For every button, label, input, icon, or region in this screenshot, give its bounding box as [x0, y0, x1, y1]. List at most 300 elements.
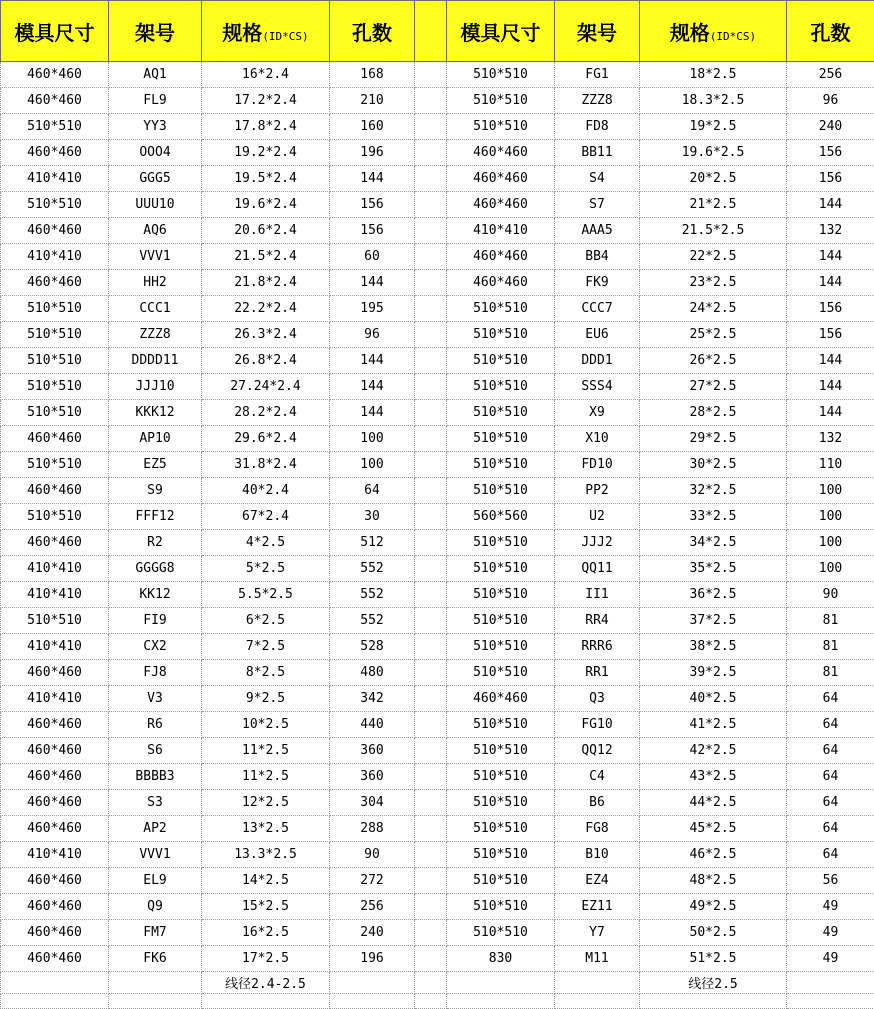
- cell-rack-no[interactable]: S4: [555, 166, 640, 192]
- cell-spec[interactable]: 6*2.5: [202, 608, 330, 634]
- cell-mold-size[interactable]: 410*410: [1, 634, 109, 660]
- cell-holes[interactable]: 90: [787, 582, 874, 608]
- cell-rack-no[interactable]: UUU10: [109, 192, 202, 218]
- cell-spec[interactable]: 31.8*2.4: [202, 452, 330, 478]
- cell-mold-size[interactable]: 460*460: [1, 660, 109, 686]
- cell-rack-no[interactable]: FG10: [555, 712, 640, 738]
- cell-holes[interactable]: 64: [787, 816, 874, 842]
- cell-mold-size[interactable]: 510*510: [1, 504, 109, 530]
- cell-gap[interactable]: [415, 816, 447, 842]
- cell-holes[interactable]: 156: [330, 192, 415, 218]
- cell-gap[interactable]: [415, 868, 447, 894]
- cell-rack-no[interactable]: RRR6: [555, 634, 640, 660]
- cell-holes[interactable]: 196: [330, 140, 415, 166]
- cell-mold-size[interactable]: 460*460: [1, 816, 109, 842]
- cell-mold-size[interactable]: 510*510: [447, 348, 555, 374]
- cell-mold-size[interactable]: 510*510: [447, 582, 555, 608]
- cell-rack-no[interactable]: VVV1: [109, 244, 202, 270]
- cell-mold-size[interactable]: 510*510: [447, 842, 555, 868]
- cell-spec[interactable]: 41*2.5: [640, 712, 787, 738]
- cell-rack-no[interactable]: S6: [109, 738, 202, 764]
- cell-empty[interactable]: [330, 994, 415, 1009]
- cell-gap[interactable]: [415, 634, 447, 660]
- cell-spec[interactable]: 26.3*2.4: [202, 322, 330, 348]
- cell-holes[interactable]: 100: [787, 478, 874, 504]
- cell-mold-size[interactable]: 410*410: [1, 842, 109, 868]
- cell-empty[interactable]: [202, 994, 330, 1009]
- cell-rack-no[interactable]: KKK12: [109, 400, 202, 426]
- cell-rack-no[interactable]: FD8: [555, 114, 640, 140]
- cell-holes[interactable]: 64: [787, 790, 874, 816]
- cell-rack-no[interactable]: AP2: [109, 816, 202, 842]
- cell-holes[interactable]: 144: [330, 374, 415, 400]
- cell-mold-size[interactable]: 460*460: [447, 166, 555, 192]
- cell-mold-size[interactable]: 510*510: [447, 114, 555, 140]
- cell-holes[interactable]: 552: [330, 582, 415, 608]
- cell-spec[interactable]: 26*2.5: [640, 348, 787, 374]
- cell-holes[interactable]: 156: [787, 166, 874, 192]
- cell-spec[interactable]: 33*2.5: [640, 504, 787, 530]
- cell-rack-no[interactable]: AQ6: [109, 218, 202, 244]
- cell-rack-no[interactable]: M11: [555, 946, 640, 972]
- cell-spec[interactable]: 11*2.5: [202, 764, 330, 790]
- header-mold-size-left[interactable]: 模具尺寸: [1, 1, 109, 62]
- cell-spec[interactable]: 8*2.5: [202, 660, 330, 686]
- cell-rack-no[interactable]: II1: [555, 582, 640, 608]
- cell-rack-no[interactable]: FM7: [109, 920, 202, 946]
- cell-holes[interactable]: 304: [330, 790, 415, 816]
- cell-holes[interactable]: 100: [787, 530, 874, 556]
- cell-mold-size[interactable]: 410*410: [1, 582, 109, 608]
- cell-spec[interactable]: 67*2.4: [202, 504, 330, 530]
- cell-rack-no[interactable]: YY3: [109, 114, 202, 140]
- cell-gap[interactable]: [415, 114, 447, 140]
- cell-spec[interactable]: 21*2.5: [640, 192, 787, 218]
- cell-rack-no[interactable]: JJJ2: [555, 530, 640, 556]
- cell-rack-no[interactable]: OOO4: [109, 140, 202, 166]
- cell-rack-no[interactable]: B6: [555, 790, 640, 816]
- cell-mold-size[interactable]: 510*510: [447, 374, 555, 400]
- cell-rack-no[interactable]: DDDD11: [109, 348, 202, 374]
- cell-mold-size[interactable]: 830: [447, 946, 555, 972]
- cell-rack-no[interactable]: C4: [555, 764, 640, 790]
- cell-mold-size[interactable]: 560*560: [447, 504, 555, 530]
- cell-mold-size[interactable]: 460*460: [447, 686, 555, 712]
- cell-holes[interactable]: 49: [787, 894, 874, 920]
- cell-holes[interactable]: 144: [787, 192, 874, 218]
- cell-rack-no[interactable]: FJ8: [109, 660, 202, 686]
- cell-mold-size[interactable]: 510*510: [447, 556, 555, 582]
- cell-rack-no[interactable]: GGGG8: [109, 556, 202, 582]
- wire-diameter-note-left[interactable]: 线径2.4-2.5: [202, 972, 330, 994]
- cell-holes[interactable]: 168: [330, 62, 415, 88]
- cell-rack-no[interactable]: FI9: [109, 608, 202, 634]
- cell-spec[interactable]: 43*2.5: [640, 764, 787, 790]
- cell-holes[interactable]: 256: [330, 894, 415, 920]
- cell-gap[interactable]: [415, 504, 447, 530]
- cell-holes[interactable]: 90: [330, 842, 415, 868]
- cell-rack-no[interactable]: RR4: [555, 608, 640, 634]
- cell-mold-size[interactable]: 460*460: [1, 218, 109, 244]
- cell-rack-no[interactable]: BBBB3: [109, 764, 202, 790]
- cell-rack-no[interactable]: X10: [555, 426, 640, 452]
- cell-empty[interactable]: [555, 994, 640, 1009]
- cell-rack-no[interactable]: AAA5: [555, 218, 640, 244]
- cell-spec[interactable]: 20*2.5: [640, 166, 787, 192]
- cell-rack-no[interactable]: RR1: [555, 660, 640, 686]
- cell-rack-no[interactable]: HH2: [109, 270, 202, 296]
- cell-gap[interactable]: [415, 400, 447, 426]
- cell-rack-no[interactable]: B10: [555, 842, 640, 868]
- cell-mold-size[interactable]: 510*510: [447, 790, 555, 816]
- cell-spec[interactable]: 23*2.5: [640, 270, 787, 296]
- cell-spec[interactable]: 28.2*2.4: [202, 400, 330, 426]
- cell-mold-size[interactable]: 510*510: [447, 868, 555, 894]
- cell-spec[interactable]: 27.24*2.4: [202, 374, 330, 400]
- cell-holes[interactable]: 156: [787, 322, 874, 348]
- header-holes-right[interactable]: 孔数: [787, 1, 874, 62]
- cell-rack-no[interactable]: ZZZ8: [555, 88, 640, 114]
- cell-holes[interactable]: 96: [787, 88, 874, 114]
- cell-spec[interactable]: 28*2.5: [640, 400, 787, 426]
- cell-rack-no[interactable]: V3: [109, 686, 202, 712]
- cell-spec[interactable]: 37*2.5: [640, 608, 787, 634]
- cell-gap[interactable]: [415, 738, 447, 764]
- cell-mold-size[interactable]: 510*510: [1, 114, 109, 140]
- cell-spec[interactable]: 19.6*2.4: [202, 192, 330, 218]
- cell-mold-size[interactable]: 510*510: [447, 738, 555, 764]
- cell-spec[interactable]: 40*2.5: [640, 686, 787, 712]
- cell-spec[interactable]: 25*2.5: [640, 322, 787, 348]
- cell-spec[interactable]: 29*2.5: [640, 426, 787, 452]
- cell-mold-size[interactable]: 510*510: [1, 322, 109, 348]
- cell-rack-no[interactable]: U2: [555, 504, 640, 530]
- cell-spec[interactable]: 29.6*2.4: [202, 426, 330, 452]
- cell-spec[interactable]: 42*2.5: [640, 738, 787, 764]
- cell-spec[interactable]: 17.2*2.4: [202, 88, 330, 114]
- cell-rack-no[interactable]: BB4: [555, 244, 640, 270]
- cell-spec[interactable]: 27*2.5: [640, 374, 787, 400]
- cell-holes[interactable]: 64: [787, 712, 874, 738]
- cell-rack-no[interactable]: VVV1: [109, 842, 202, 868]
- cell-spec[interactable]: 22.2*2.4: [202, 296, 330, 322]
- cell-spec[interactable]: 15*2.5: [202, 894, 330, 920]
- cell-spec[interactable]: 13.3*2.5: [202, 842, 330, 868]
- cell-mold-size[interactable]: 510*510: [447, 426, 555, 452]
- cell-rack-no[interactable]: JJJ10: [109, 374, 202, 400]
- cell-holes[interactable]: 144: [330, 270, 415, 296]
- cell-mold-size[interactable]: 460*460: [1, 738, 109, 764]
- cell-spec[interactable]: 44*2.5: [640, 790, 787, 816]
- cell-rack-no[interactable]: DDD1: [555, 348, 640, 374]
- cell-gap[interactable]: [415, 660, 447, 686]
- cell-holes[interactable]: 288: [330, 816, 415, 842]
- cell-mold-size[interactable]: 510*510: [1, 374, 109, 400]
- cell-rack-no[interactable]: FK9: [555, 270, 640, 296]
- cell-rack-no[interactable]: AP10: [109, 426, 202, 452]
- cell-rack-no[interactable]: FL9: [109, 88, 202, 114]
- cell-rack-no[interactable]: FK6: [109, 946, 202, 972]
- cell-spec[interactable]: 32*2.5: [640, 478, 787, 504]
- cell-empty[interactable]: [555, 972, 640, 994]
- cell-gap[interactable]: [415, 166, 447, 192]
- cell-spec[interactable]: 21.5*2.4: [202, 244, 330, 270]
- cell-spec[interactable]: 35*2.5: [640, 556, 787, 582]
- cell-mold-size[interactable]: 410*410: [1, 244, 109, 270]
- cell-gap[interactable]: [415, 608, 447, 634]
- cell-mold-size[interactable]: 510*510: [447, 322, 555, 348]
- cell-holes[interactable]: 360: [330, 764, 415, 790]
- cell-mold-size[interactable]: 510*510: [1, 296, 109, 322]
- cell-spec[interactable]: 40*2.4: [202, 478, 330, 504]
- cell-gap[interactable]: [415, 426, 447, 452]
- cell-spec[interactable]: 7*2.5: [202, 634, 330, 660]
- cell-rack-no[interactable]: AQ1: [109, 62, 202, 88]
- header-holes-left[interactable]: 孔数: [330, 1, 415, 62]
- cell-rack-no[interactable]: QQ11: [555, 556, 640, 582]
- cell-mold-size[interactable]: 460*460: [1, 712, 109, 738]
- cell-holes[interactable]: 256: [787, 62, 874, 88]
- cell-spec[interactable]: 46*2.5: [640, 842, 787, 868]
- cell-rack-no[interactable]: X9: [555, 400, 640, 426]
- cell-spec[interactable]: 51*2.5: [640, 946, 787, 972]
- cell-holes[interactable]: 144: [330, 348, 415, 374]
- cell-spec[interactable]: 45*2.5: [640, 816, 787, 842]
- cell-holes[interactable]: 96: [330, 322, 415, 348]
- cell-gap[interactable]: [415, 62, 447, 88]
- cell-spec[interactable]: 17*2.5: [202, 946, 330, 972]
- cell-holes[interactable]: 49: [787, 920, 874, 946]
- cell-mold-size[interactable]: 460*460: [1, 868, 109, 894]
- cell-mold-size[interactable]: 510*510: [447, 894, 555, 920]
- cell-rack-no[interactable]: BB11: [555, 140, 640, 166]
- cell-holes[interactable]: 552: [330, 608, 415, 634]
- cell-gap[interactable]: [415, 192, 447, 218]
- cell-mold-size[interactable]: 510*510: [1, 452, 109, 478]
- cell-rack-no[interactable]: Q9: [109, 894, 202, 920]
- cell-mold-size[interactable]: 460*460: [447, 270, 555, 296]
- cell-empty[interactable]: [1, 972, 109, 994]
- wire-diameter-note-right[interactable]: 线径2.5: [640, 972, 787, 994]
- cell-gap[interactable]: [415, 842, 447, 868]
- cell-rack-no[interactable]: CCC7: [555, 296, 640, 322]
- cell-empty[interactable]: [1, 994, 109, 1009]
- cell-gap[interactable]: [415, 790, 447, 816]
- cell-mold-size[interactable]: 460*460: [1, 894, 109, 920]
- cell-mold-size[interactable]: 510*510: [447, 608, 555, 634]
- cell-holes[interactable]: 480: [330, 660, 415, 686]
- cell-holes[interactable]: 144: [787, 374, 874, 400]
- cell-gap[interactable]: [415, 764, 447, 790]
- cell-holes[interactable]: 195: [330, 296, 415, 322]
- cell-rack-no[interactable]: FG8: [555, 816, 640, 842]
- cell-mold-size[interactable]: 460*460: [1, 478, 109, 504]
- cell-spec[interactable]: 30*2.5: [640, 452, 787, 478]
- cell-rack-no[interactable]: Y7: [555, 920, 640, 946]
- cell-spec[interactable]: 38*2.5: [640, 634, 787, 660]
- header-rack-no-right[interactable]: 架号: [555, 1, 640, 62]
- cell-mold-size[interactable]: 510*510: [447, 764, 555, 790]
- cell-spec[interactable]: 22*2.5: [640, 244, 787, 270]
- cell-spec[interactable]: 4*2.5: [202, 530, 330, 556]
- cell-empty[interactable]: [447, 972, 555, 994]
- cell-holes[interactable]: 81: [787, 660, 874, 686]
- cell-gap[interactable]: [415, 88, 447, 114]
- cell-mold-size[interactable]: 510*510: [447, 452, 555, 478]
- cell-rack-no[interactable]: R2: [109, 530, 202, 556]
- cell-gap[interactable]: [415, 894, 447, 920]
- cell-spec[interactable]: 20.6*2.4: [202, 218, 330, 244]
- cell-empty[interactable]: [640, 994, 787, 1009]
- cell-rack-no[interactable]: R6: [109, 712, 202, 738]
- cell-holes[interactable]: 156: [787, 296, 874, 322]
- cell-rack-no[interactable]: S9: [109, 478, 202, 504]
- cell-holes[interactable]: 81: [787, 608, 874, 634]
- cell-spec[interactable]: 19.6*2.5: [640, 140, 787, 166]
- cell-gap[interactable]: [415, 712, 447, 738]
- cell-rack-no[interactable]: FD10: [555, 452, 640, 478]
- cell-holes[interactable]: 156: [787, 140, 874, 166]
- cell-rack-no[interactable]: EZ4: [555, 868, 640, 894]
- cell-rack-no[interactable]: ZZZ8: [109, 322, 202, 348]
- cell-mold-size[interactable]: 460*460: [1, 62, 109, 88]
- cell-mold-size[interactable]: 460*460: [1, 426, 109, 452]
- header-gap-cell[interactable]: [415, 1, 447, 62]
- cell-empty[interactable]: [109, 994, 202, 1009]
- cell-holes[interactable]: 60: [330, 244, 415, 270]
- cell-gap[interactable]: [415, 946, 447, 972]
- cell-gap[interactable]: [415, 270, 447, 296]
- cell-spec[interactable]: 17.8*2.4: [202, 114, 330, 140]
- cell-holes[interactable]: 240: [787, 114, 874, 140]
- cell-rack-no[interactable]: SSS4: [555, 374, 640, 400]
- cell-holes[interactable]: 272: [330, 868, 415, 894]
- cell-mold-size[interactable]: 460*460: [1, 790, 109, 816]
- cell-empty[interactable]: [330, 972, 415, 994]
- cell-holes[interactable]: 100: [787, 504, 874, 530]
- cell-spec[interactable]: 14*2.5: [202, 868, 330, 894]
- cell-spec[interactable]: 10*2.5: [202, 712, 330, 738]
- header-spec-left[interactable]: [202, 1, 330, 62]
- cell-gap[interactable]: [415, 322, 447, 348]
- cell-spec[interactable]: 16*2.4: [202, 62, 330, 88]
- cell-gap[interactable]: [415, 140, 447, 166]
- cell-holes[interactable]: 56: [787, 868, 874, 894]
- cell-mold-size[interactable]: 460*460: [1, 88, 109, 114]
- cell-spec[interactable]: 39*2.5: [640, 660, 787, 686]
- cell-rack-no[interactable]: EL9: [109, 868, 202, 894]
- cell-holes[interactable]: 81: [787, 634, 874, 660]
- cell-holes[interactable]: 160: [330, 114, 415, 140]
- cell-holes[interactable]: 342: [330, 686, 415, 712]
- cell-mold-size[interactable]: 510*510: [447, 478, 555, 504]
- cell-spec[interactable]: 21.5*2.5: [640, 218, 787, 244]
- cell-spec[interactable]: 48*2.5: [640, 868, 787, 894]
- cell-mold-size[interactable]: 410*410: [1, 166, 109, 192]
- cell-holes[interactable]: 64: [787, 686, 874, 712]
- cell-holes[interactable]: 360: [330, 738, 415, 764]
- cell-spec[interactable]: 36*2.5: [640, 582, 787, 608]
- cell-mold-size[interactable]: 510*510: [447, 88, 555, 114]
- cell-spec[interactable]: 5*2.5: [202, 556, 330, 582]
- cell-holes[interactable]: 552: [330, 556, 415, 582]
- cell-gap[interactable]: [415, 452, 447, 478]
- cell-holes[interactable]: 64: [787, 738, 874, 764]
- cell-holes[interactable]: 144: [330, 400, 415, 426]
- cell-spec[interactable]: 18*2.5: [640, 62, 787, 88]
- cell-gap[interactable]: [415, 244, 447, 270]
- cell-holes[interactable]: 100: [330, 426, 415, 452]
- cell-holes[interactable]: 156: [330, 218, 415, 244]
- cell-mold-size[interactable]: 410*410: [447, 218, 555, 244]
- cell-holes[interactable]: 100: [330, 452, 415, 478]
- cell-mold-size[interactable]: 510*510: [447, 400, 555, 426]
- cell-rack-no[interactable]: S7: [555, 192, 640, 218]
- cell-rack-no[interactable]: FG1: [555, 62, 640, 88]
- cell-spec[interactable]: 19*2.5: [640, 114, 787, 140]
- cell-spec[interactable]: 11*2.5: [202, 738, 330, 764]
- cell-spec[interactable]: 50*2.5: [640, 920, 787, 946]
- cell-mold-size[interactable]: 410*410: [1, 686, 109, 712]
- cell-mold-size[interactable]: 460*460: [1, 270, 109, 296]
- cell-holes[interactable]: 100: [787, 556, 874, 582]
- cell-empty[interactable]: [787, 994, 874, 1009]
- cell-holes[interactable]: 144: [330, 166, 415, 192]
- cell-gap[interactable]: [415, 972, 447, 994]
- cell-mold-size[interactable]: 460*460: [1, 920, 109, 946]
- cell-rack-no[interactable]: QQ12: [555, 738, 640, 764]
- cell-mold-size[interactable]: 510*510: [447, 62, 555, 88]
- cell-spec[interactable]: 19.5*2.4: [202, 166, 330, 192]
- cell-spec[interactable]: 5.5*2.5: [202, 582, 330, 608]
- cell-spec[interactable]: 16*2.5: [202, 920, 330, 946]
- cell-spec[interactable]: 18.3*2.5: [640, 88, 787, 114]
- cell-empty[interactable]: [415, 994, 447, 1009]
- cell-spec[interactable]: 19.2*2.4: [202, 140, 330, 166]
- cell-spec[interactable]: 9*2.5: [202, 686, 330, 712]
- cell-gap[interactable]: [415, 686, 447, 712]
- cell-gap[interactable]: [415, 478, 447, 504]
- cell-mold-size[interactable]: 460*460: [1, 530, 109, 556]
- cell-gap[interactable]: [415, 348, 447, 374]
- cell-rack-no[interactable]: FFF12: [109, 504, 202, 530]
- cell-mold-size[interactable]: 510*510: [1, 608, 109, 634]
- cell-rack-no[interactable]: EU6: [555, 322, 640, 348]
- cell-rack-no[interactable]: KK12: [109, 582, 202, 608]
- cell-mold-size[interactable]: 510*510: [447, 530, 555, 556]
- cell-holes[interactable]: 110: [787, 452, 874, 478]
- cell-mold-size[interactable]: 460*460: [447, 244, 555, 270]
- cell-rack-no[interactable]: S3: [109, 790, 202, 816]
- cell-holes[interactable]: 512: [330, 530, 415, 556]
- cell-holes[interactable]: 240: [330, 920, 415, 946]
- cell-mold-size[interactable]: 460*460: [447, 140, 555, 166]
- cell-holes[interactable]: 132: [787, 426, 874, 452]
- cell-mold-size[interactable]: 510*510: [1, 192, 109, 218]
- cell-holes[interactable]: 64: [787, 764, 874, 790]
- cell-spec[interactable]: 49*2.5: [640, 894, 787, 920]
- cell-holes[interactable]: 132: [787, 218, 874, 244]
- cell-holes[interactable]: 528: [330, 634, 415, 660]
- cell-spec[interactable]: 13*2.5: [202, 816, 330, 842]
- cell-holes[interactable]: 210: [330, 88, 415, 114]
- cell-holes[interactable]: 144: [787, 270, 874, 296]
- cell-holes[interactable]: 64: [787, 842, 874, 868]
- cell-rack-no[interactable]: GGG5: [109, 166, 202, 192]
- cell-spec[interactable]: 21.8*2.4: [202, 270, 330, 296]
- cell-holes[interactable]: 440: [330, 712, 415, 738]
- cell-gap[interactable]: [415, 920, 447, 946]
